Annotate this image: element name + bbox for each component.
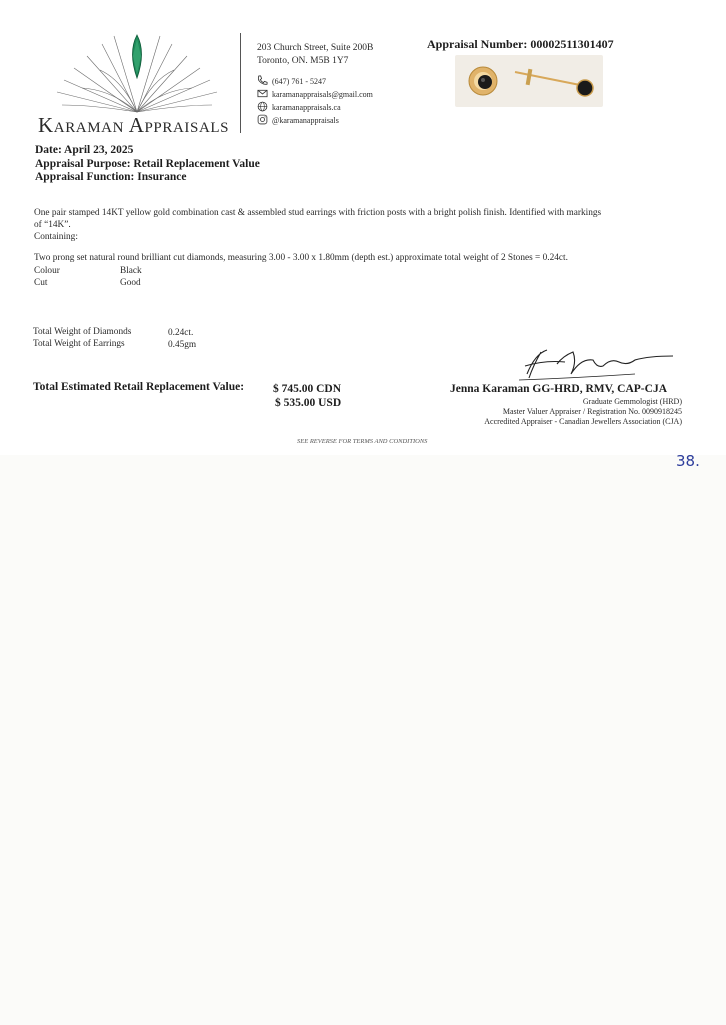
value-cdn: $ 745.00 CDN xyxy=(273,383,342,395)
description-line2: of “14K”. xyxy=(34,220,71,230)
instagram-handle: @karamanappraisals xyxy=(272,116,339,125)
appraisal-function: Appraisal Function: Insurance xyxy=(35,171,187,183)
instagram-row xyxy=(257,114,339,127)
description-line1: One pair stamped 14KT yellow gold combination cast & assembled stud earrings with friction posts with a bright polish finish. Identified with markings xyxy=(34,208,602,218)
credential-line2: Master Valuer Appraiser / Registration No. 0090918245 xyxy=(502,407,682,416)
address-line1: 203 Church Street, Suite 200B xyxy=(257,43,374,53)
appraiser-signature xyxy=(515,344,680,384)
appraisal-date: Date: April 23, 2025 xyxy=(35,144,134,156)
appraisal-number: Appraisal Number: 00002511301407 xyxy=(427,37,614,51)
value-usd: $ 535.00 USD xyxy=(275,397,342,409)
brand-name: Karaman Appraisals xyxy=(38,113,230,137)
phone-row xyxy=(257,75,326,88)
address-line2: Toronto, ON. M5B 1Y7 xyxy=(257,56,349,66)
earring-weight-label: Total Weight of Earrings xyxy=(33,339,125,349)
containing-label: Containing: xyxy=(34,232,78,242)
cut-value: Good xyxy=(120,278,141,288)
email-address: karamanappraisals@gmail.com xyxy=(272,90,373,99)
credential-line3: Accredited Appraiser - Canadian Jewellers Association (CJA) xyxy=(484,417,682,426)
globe-icon xyxy=(257,101,268,114)
phone-icon xyxy=(257,75,268,88)
earring-weight-value: 0.45gm xyxy=(168,340,197,350)
header-divider xyxy=(240,33,241,133)
diamond-weight-label: Total Weight of Diamonds xyxy=(33,327,132,337)
company-logo xyxy=(52,30,222,115)
appraiser-name: Jenna Karaman GG-HRD, RMV, CAP-CJA xyxy=(450,383,668,395)
diamond-weight-value: 0.24ct. xyxy=(168,328,194,338)
cut-label: Cut xyxy=(34,278,48,288)
email-row xyxy=(257,88,373,101)
total-value-label: Total Estimated Retail Replacement Value: xyxy=(33,381,245,393)
website-url: karamanappraisals.ca xyxy=(272,103,341,112)
website-row xyxy=(257,101,341,114)
appraisal-purpose: Appraisal Purpose: Retail Replacement Value xyxy=(35,158,260,170)
mail-icon xyxy=(257,88,268,101)
earring-photo xyxy=(455,55,603,107)
colour-value: Black xyxy=(120,266,142,276)
phone-number: (647) 761 - 5247 xyxy=(272,77,326,86)
handwritten-note: 38. xyxy=(676,452,700,470)
credential-line1: Graduate Gemmologist (HRD) xyxy=(582,397,682,406)
terms-footer: SEE REVERSE FOR TERMS AND CONDITIONS xyxy=(297,438,428,445)
stones-description: Two prong set natural round brilliant cut diamonds, measuring 3.00 - 3.00 x 1.80mm (depth est.) approximate total weight of 2 Stones = 0.24ct. xyxy=(34,253,568,263)
instagram-icon xyxy=(257,114,268,127)
colour-label: Colour xyxy=(34,266,60,276)
